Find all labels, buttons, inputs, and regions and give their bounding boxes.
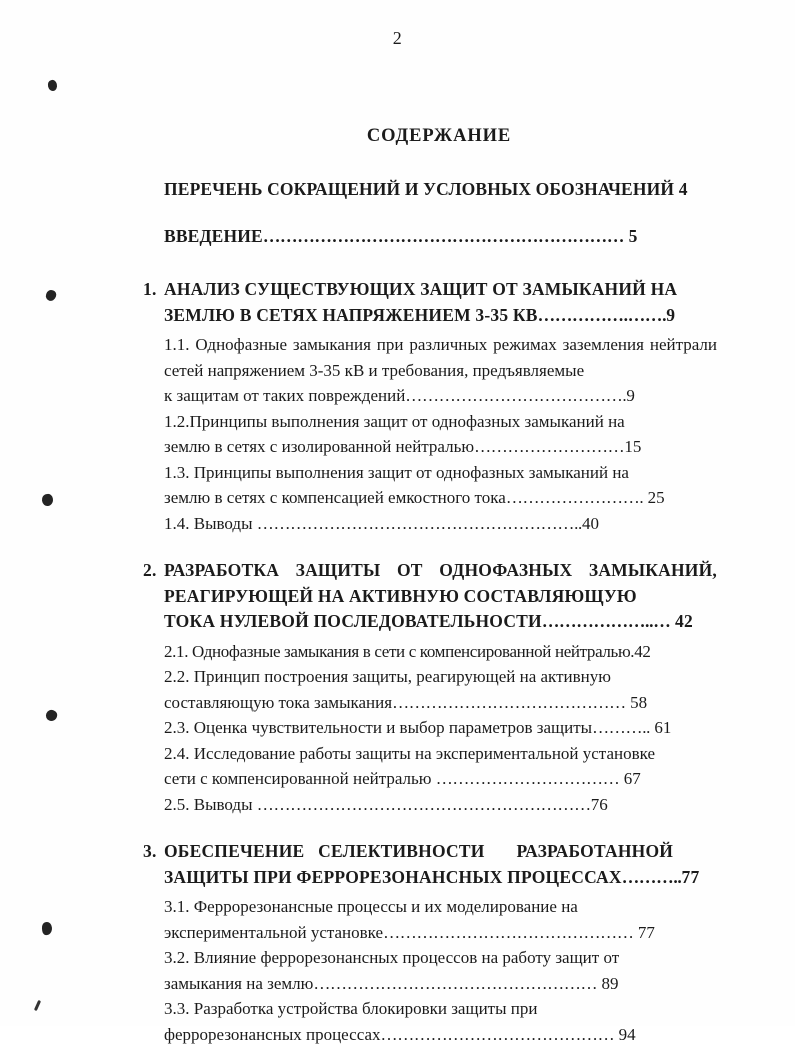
toc-section-2-2-line1: 2.2. Принцип построения защиты, реагирующей на активную <box>164 667 611 686</box>
toc-section-1-4-line1: 1.4. Выводы <box>164 514 257 533</box>
dot-leader: ………………………………………………….. <box>257 514 582 533</box>
toc-chapter-2-lastline <box>164 609 717 635</box>
toc-section-1-2-page: 15 <box>624 437 641 456</box>
toc-section-2-3[interactable] <box>143 715 717 741</box>
page-number: 2 <box>0 28 795 49</box>
dot-leader: …………………………………… <box>381 1025 615 1044</box>
toc-section-2-1[interactable] <box>143 639 717 665</box>
toc-section-1-2[interactable] <box>143 409 717 460</box>
toc-section-2-4-line1: 2.4. Исследование работы защиты на экспериментальной установке <box>164 741 717 767</box>
scan-artifact-mark <box>34 1000 41 1011</box>
page-title: СОДЕРЖАНИЕ <box>143 126 717 147</box>
toc-section-1-2-lastline <box>164 434 717 460</box>
toc-section-1-3-line1: 1.3. Принципы выполнения защит от однофазных замыканий на <box>164 463 629 482</box>
toc-section-3-3-line2: феррорезонансных процессах <box>164 1025 381 1044</box>
dot-leader: …………………………………………… <box>313 974 597 993</box>
toc-section-1-3[interactable] <box>143 460 717 511</box>
toc-chapter-2-body <box>164 558 717 635</box>
table-of-contents <box>143 126 717 1047</box>
toc-section-2-2-page: 58 <box>630 693 647 712</box>
toc-chapter-2-line2: РЕАГИРУЮЩЕЙ НА АКТИВНУЮ СОСТАВЛЯЮЩУЮ <box>164 586 637 606</box>
toc-chapter-1-page: 9 <box>666 305 675 325</box>
toc-section-3-3-page: 94 <box>619 1025 636 1044</box>
toc-section-1-1[interactable] <box>143 332 717 409</box>
toc-section-3-1-page: 77 <box>638 923 655 942</box>
toc-chapter-2[interactable] <box>143 558 717 635</box>
toc-section-2-1-line1: 2.1. Однофазные замыкания в сети с компенсированной нейтралью. <box>164 642 634 661</box>
toc-section-2-3-line1: 2.3. Оценка чувствительности и выбор параметров защиты <box>164 718 592 737</box>
toc-chapter-3-number: 3. <box>143 839 164 890</box>
toc-section-1-1-line2: нейтрали сетей напряжением 3-35 кВ и требования, предъявляемые <box>164 335 717 380</box>
dot-leader: ……….. <box>592 718 650 737</box>
toc-section-2-2[interactable] <box>143 664 717 715</box>
toc-section-3-1-lastline <box>164 920 717 946</box>
dot-leader: ……………………. <box>506 488 644 507</box>
toc-section-2-3-page: 61 <box>654 718 671 737</box>
toc-section-3-3-lastline <box>164 1022 717 1047</box>
dot-leader: ………………..… <box>542 611 671 631</box>
toc-chapter-3-body <box>164 839 717 890</box>
toc-section-2-2-lastline <box>164 690 717 716</box>
toc-section-2-5-page: 76 <box>591 795 608 814</box>
toc-section-2-2-line2: составляющую тока замыкания <box>164 693 392 712</box>
toc-chapter-2-number: 2. <box>143 558 164 635</box>
toc-chapter-3-lastline <box>164 865 717 891</box>
toc-chapter-1-line2-text: ЗЕМЛЮ В СЕТЯХ НАПРЯЖЕНИЕМ 3-35 КВ <box>164 305 538 325</box>
toc-section-1-1-line1: 1.1. Однофазные замыкания при различных режимах заземления <box>164 335 644 354</box>
toc-section-3-2-page: 89 <box>602 974 619 993</box>
toc-chapter-1-line1: АНАЛИЗ СУЩЕСТВУЮЩИХ ЗАЩИТ ОТ ЗАМЫКАНИЙ НА <box>164 279 677 299</box>
scan-artifact-mark <box>41 493 54 506</box>
toc-section-3-3-line1: 3.3. Разработка устройства блокировки защиты при <box>164 996 717 1022</box>
toc-section-2-4[interactable] <box>143 741 717 792</box>
toc-section-3-2-lastline <box>164 971 717 997</box>
toc-section-1-2-line1: 1.2.Принципы выполнения защит от однофазных замыканий на <box>164 412 625 431</box>
toc-section-1-1-page: 9 <box>626 386 635 405</box>
toc-chapter-1-body <box>164 277 717 328</box>
toc-section-3-1[interactable] <box>143 894 717 945</box>
toc-entry-introduction-page: 5 <box>629 226 638 246</box>
toc-section-2-5-line1: 2.5. Выводы <box>164 795 257 814</box>
toc-section-1-1-lastline <box>164 383 717 409</box>
dot-leader: ……….. <box>622 867 682 887</box>
dot-leader: ……………………………………………………… <box>263 226 624 246</box>
dot-leader: …………………………………. <box>405 386 626 405</box>
toc-section-2-4-lastline <box>164 766 717 792</box>
toc-section-3-3[interactable] <box>143 996 717 1047</box>
toc-chapter-1-number: 1. <box>143 277 164 328</box>
scan-artifact-mark <box>47 79 58 92</box>
toc-section-2-5[interactable] <box>143 792 717 818</box>
dot-leader: …………………………………… <box>392 693 626 712</box>
toc-chapter-1[interactable] <box>143 277 717 328</box>
toc-section-3-2-line1: 3.2. Влияние феррорезонансных процессов на работу защит от <box>164 948 619 967</box>
scan-artifact-mark <box>44 708 58 722</box>
toc-entry-introduction-label: ВВЕДЕНИЕ <box>164 226 263 246</box>
toc-section-2-4-line2: сети с компенсированной нейтралью <box>164 769 436 788</box>
dot-leader: …………………………………………………… <box>257 795 591 814</box>
toc-chapter-3-line2: ЗАЩИТЫ ПРИ ФЕРРОРЕЗОНАНСНЫХ ПРОЦЕССАХ <box>164 867 622 887</box>
toc-section-1-3-lastline <box>164 485 717 511</box>
toc-section-1-4[interactable] <box>143 511 717 537</box>
toc-chapter-2-page: 42 <box>675 611 693 631</box>
toc-chapter-3-line1: ОБЕСПЕЧЕНИЕ СЕЛЕКТИВНОСТИ РАЗРАБОТАННОЙ <box>164 839 717 865</box>
toc-section-3-2[interactable] <box>143 945 717 996</box>
toc-entry-abbreviations[interactable] <box>143 179 717 200</box>
toc-chapter-3-page: 77 <box>682 867 700 887</box>
toc-section-3-1-line1: 3.1. Феррорезонансные процессы и их моделирование на <box>164 897 578 916</box>
toc-section-1-3-line2: землю в сетях с компенсацией емкостного тока <box>164 488 506 507</box>
toc-section-2-1-page: 42 <box>634 642 650 661</box>
toc-entry-abbreviations-text: ПЕРЕЧЕНЬ СОКРАЩЕНИЙ И УСЛОВНЫХ ОБОЗНАЧЕНИЙ 4 <box>164 179 688 199</box>
toc-chapter-3[interactable] <box>143 839 717 890</box>
toc-chapter-2-line3: ТОКА НУЛЕВОЙ ПОСЛЕДОВАТЕЛЬНОСТИ <box>164 611 542 631</box>
toc-section-1-3-page: 25 <box>648 488 665 507</box>
toc-chapter-1-line2 <box>164 303 717 329</box>
toc-section-3-2-line2: замыкания на землю <box>164 974 313 993</box>
toc-section-2-4-page: 67 <box>624 769 641 788</box>
toc-section-1-4-page: 40 <box>582 514 599 533</box>
toc-section-1-2-line2: землю в сетях с изолированной нейтралью <box>164 437 474 456</box>
toc-section-1-1-line3: к защитам от таких повреждений <box>164 386 405 405</box>
scan-artifact-mark <box>45 289 58 303</box>
scan-artifact-mark <box>41 922 52 936</box>
toc-section-3-1-line2: экспериментальной установке <box>164 923 383 942</box>
dot-leader: ……………………………………… <box>383 923 634 942</box>
toc-entry-introduction[interactable] <box>143 226 717 247</box>
toc-chapter-2-line1: РАЗРАБОТКА ЗАЩИТЫ ОТ ОДНОФАЗНЫХ ЗАМЫКАНИЙ, <box>164 560 717 580</box>
dot-leader: …………………………… <box>436 769 620 788</box>
dot-leader: ……………………… <box>474 437 624 456</box>
dot-leader: …………….……. <box>538 305 667 325</box>
